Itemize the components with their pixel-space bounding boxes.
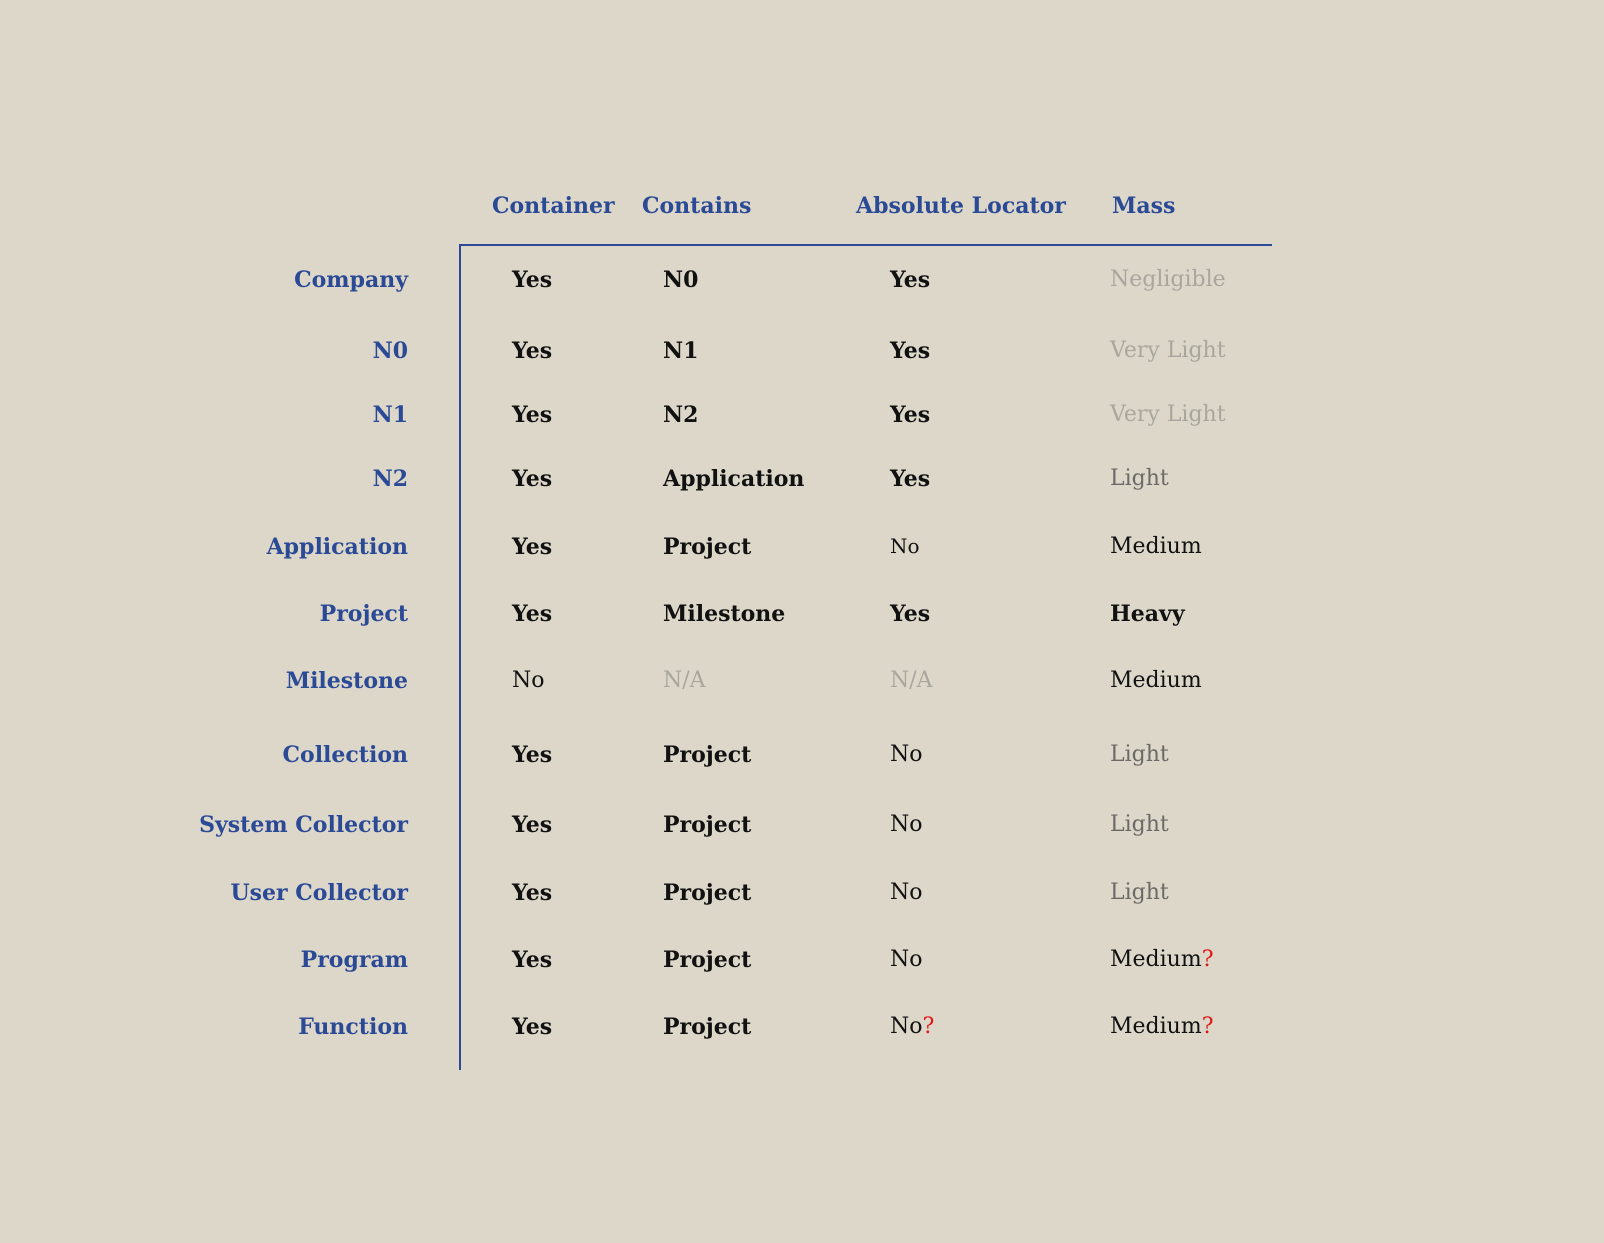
- cell-contains: N/A: [663, 668, 706, 693]
- uncertain-mark: ?: [1201, 947, 1214, 972]
- cell-locator: No: [890, 812, 923, 837]
- cell-locator: Yes: [890, 402, 931, 428]
- row-label: Milestone: [285, 668, 408, 694]
- cell-locator: Yes: [890, 267, 931, 293]
- cell-locator: Yes: [890, 466, 931, 492]
- cell-contains: N0: [663, 267, 699, 293]
- cell-locator: No: [890, 880, 923, 905]
- cell-contains: Project: [663, 534, 752, 560]
- cell-mass: Light: [1110, 466, 1169, 491]
- cell-container: Yes: [512, 402, 553, 428]
- uncertain-mark: ?: [922, 1014, 935, 1039]
- table-row: [0, 742, 1604, 782]
- row-label: Program: [300, 947, 408, 973]
- cell-container: Yes: [512, 267, 553, 293]
- uncertain-mark: ?: [1201, 1014, 1214, 1039]
- table-row: [0, 466, 1604, 506]
- row-label: Application: [266, 534, 408, 560]
- table-row: [0, 1014, 1604, 1054]
- row-label: Company: [294, 267, 408, 293]
- row-label: Collection: [282, 742, 408, 768]
- row-label: User Collector: [230, 880, 408, 906]
- table-row: [0, 947, 1604, 987]
- table-row: [0, 534, 1604, 574]
- header-contains: Contains: [642, 193, 752, 219]
- cell-contains: Project: [663, 880, 752, 906]
- row-label: N1: [372, 402, 408, 428]
- table-row: [0, 880, 1604, 920]
- cell-contains: N1: [663, 338, 699, 364]
- cell-mass: Very Light: [1110, 402, 1226, 427]
- cell-contains: Project: [663, 947, 752, 973]
- cell-container: Yes: [512, 601, 553, 627]
- cell-mass: Very Light: [1110, 338, 1226, 363]
- cell-container: Yes: [512, 742, 553, 768]
- header-mass: Mass: [1112, 193, 1176, 219]
- cell-locator: [890, 1014, 934, 1039]
- cell-container: Yes: [512, 880, 553, 906]
- table-row: [0, 812, 1604, 852]
- row-label: Function: [298, 1014, 408, 1040]
- cell-mass: Medium: [1110, 534, 1202, 559]
- cell-locator: N/A: [890, 668, 933, 693]
- cell-mass: Light: [1110, 880, 1169, 905]
- cell-mass: Negligible: [1110, 267, 1226, 292]
- header-absolute-locator: Absolute Locator: [856, 193, 1066, 219]
- cell-container: Yes: [512, 466, 553, 492]
- cell-mass: [1110, 947, 1214, 972]
- cell-contains: N2: [663, 402, 699, 428]
- cell-container: Yes: [512, 338, 553, 364]
- cell-container: No: [512, 668, 545, 693]
- cell-mass: [1110, 1014, 1214, 1039]
- table-row: [0, 267, 1604, 307]
- cell-container: Yes: [512, 812, 553, 838]
- cell-mass: Light: [1110, 812, 1169, 837]
- cell-container: Yes: [512, 1014, 553, 1040]
- header-divider: [459, 244, 1272, 246]
- table-row: [0, 402, 1604, 442]
- row-label: System Collector: [199, 812, 408, 838]
- row-label: N2: [372, 466, 408, 492]
- cell-mass: Medium: [1110, 668, 1202, 693]
- locator-value: No: [890, 1014, 923, 1039]
- cell-contains: Milestone: [663, 601, 786, 627]
- cell-mass: Heavy: [1110, 601, 1185, 627]
- mass-value: Medium: [1110, 947, 1202, 972]
- table-row: [0, 668, 1604, 708]
- cell-container: Yes: [512, 534, 553, 560]
- cell-contains: Application: [663, 466, 805, 492]
- mass-value: Medium: [1110, 1014, 1202, 1039]
- cell-contains: Project: [663, 1014, 752, 1040]
- cell-locator: No: [890, 534, 920, 558]
- table-row: [0, 601, 1604, 641]
- cell-contains: Project: [663, 812, 752, 838]
- cell-mass: Light: [1110, 742, 1169, 767]
- row-label: N0: [372, 338, 408, 364]
- cell-container: Yes: [512, 947, 553, 973]
- cell-locator: No: [890, 947, 923, 972]
- cell-locator: Yes: [890, 338, 931, 364]
- table-row: [0, 338, 1604, 378]
- cell-locator: No: [890, 742, 923, 767]
- cell-contains: Project: [663, 742, 752, 768]
- cell-locator: Yes: [890, 601, 931, 627]
- row-label: Project: [319, 601, 408, 627]
- header-container: Container: [492, 193, 615, 219]
